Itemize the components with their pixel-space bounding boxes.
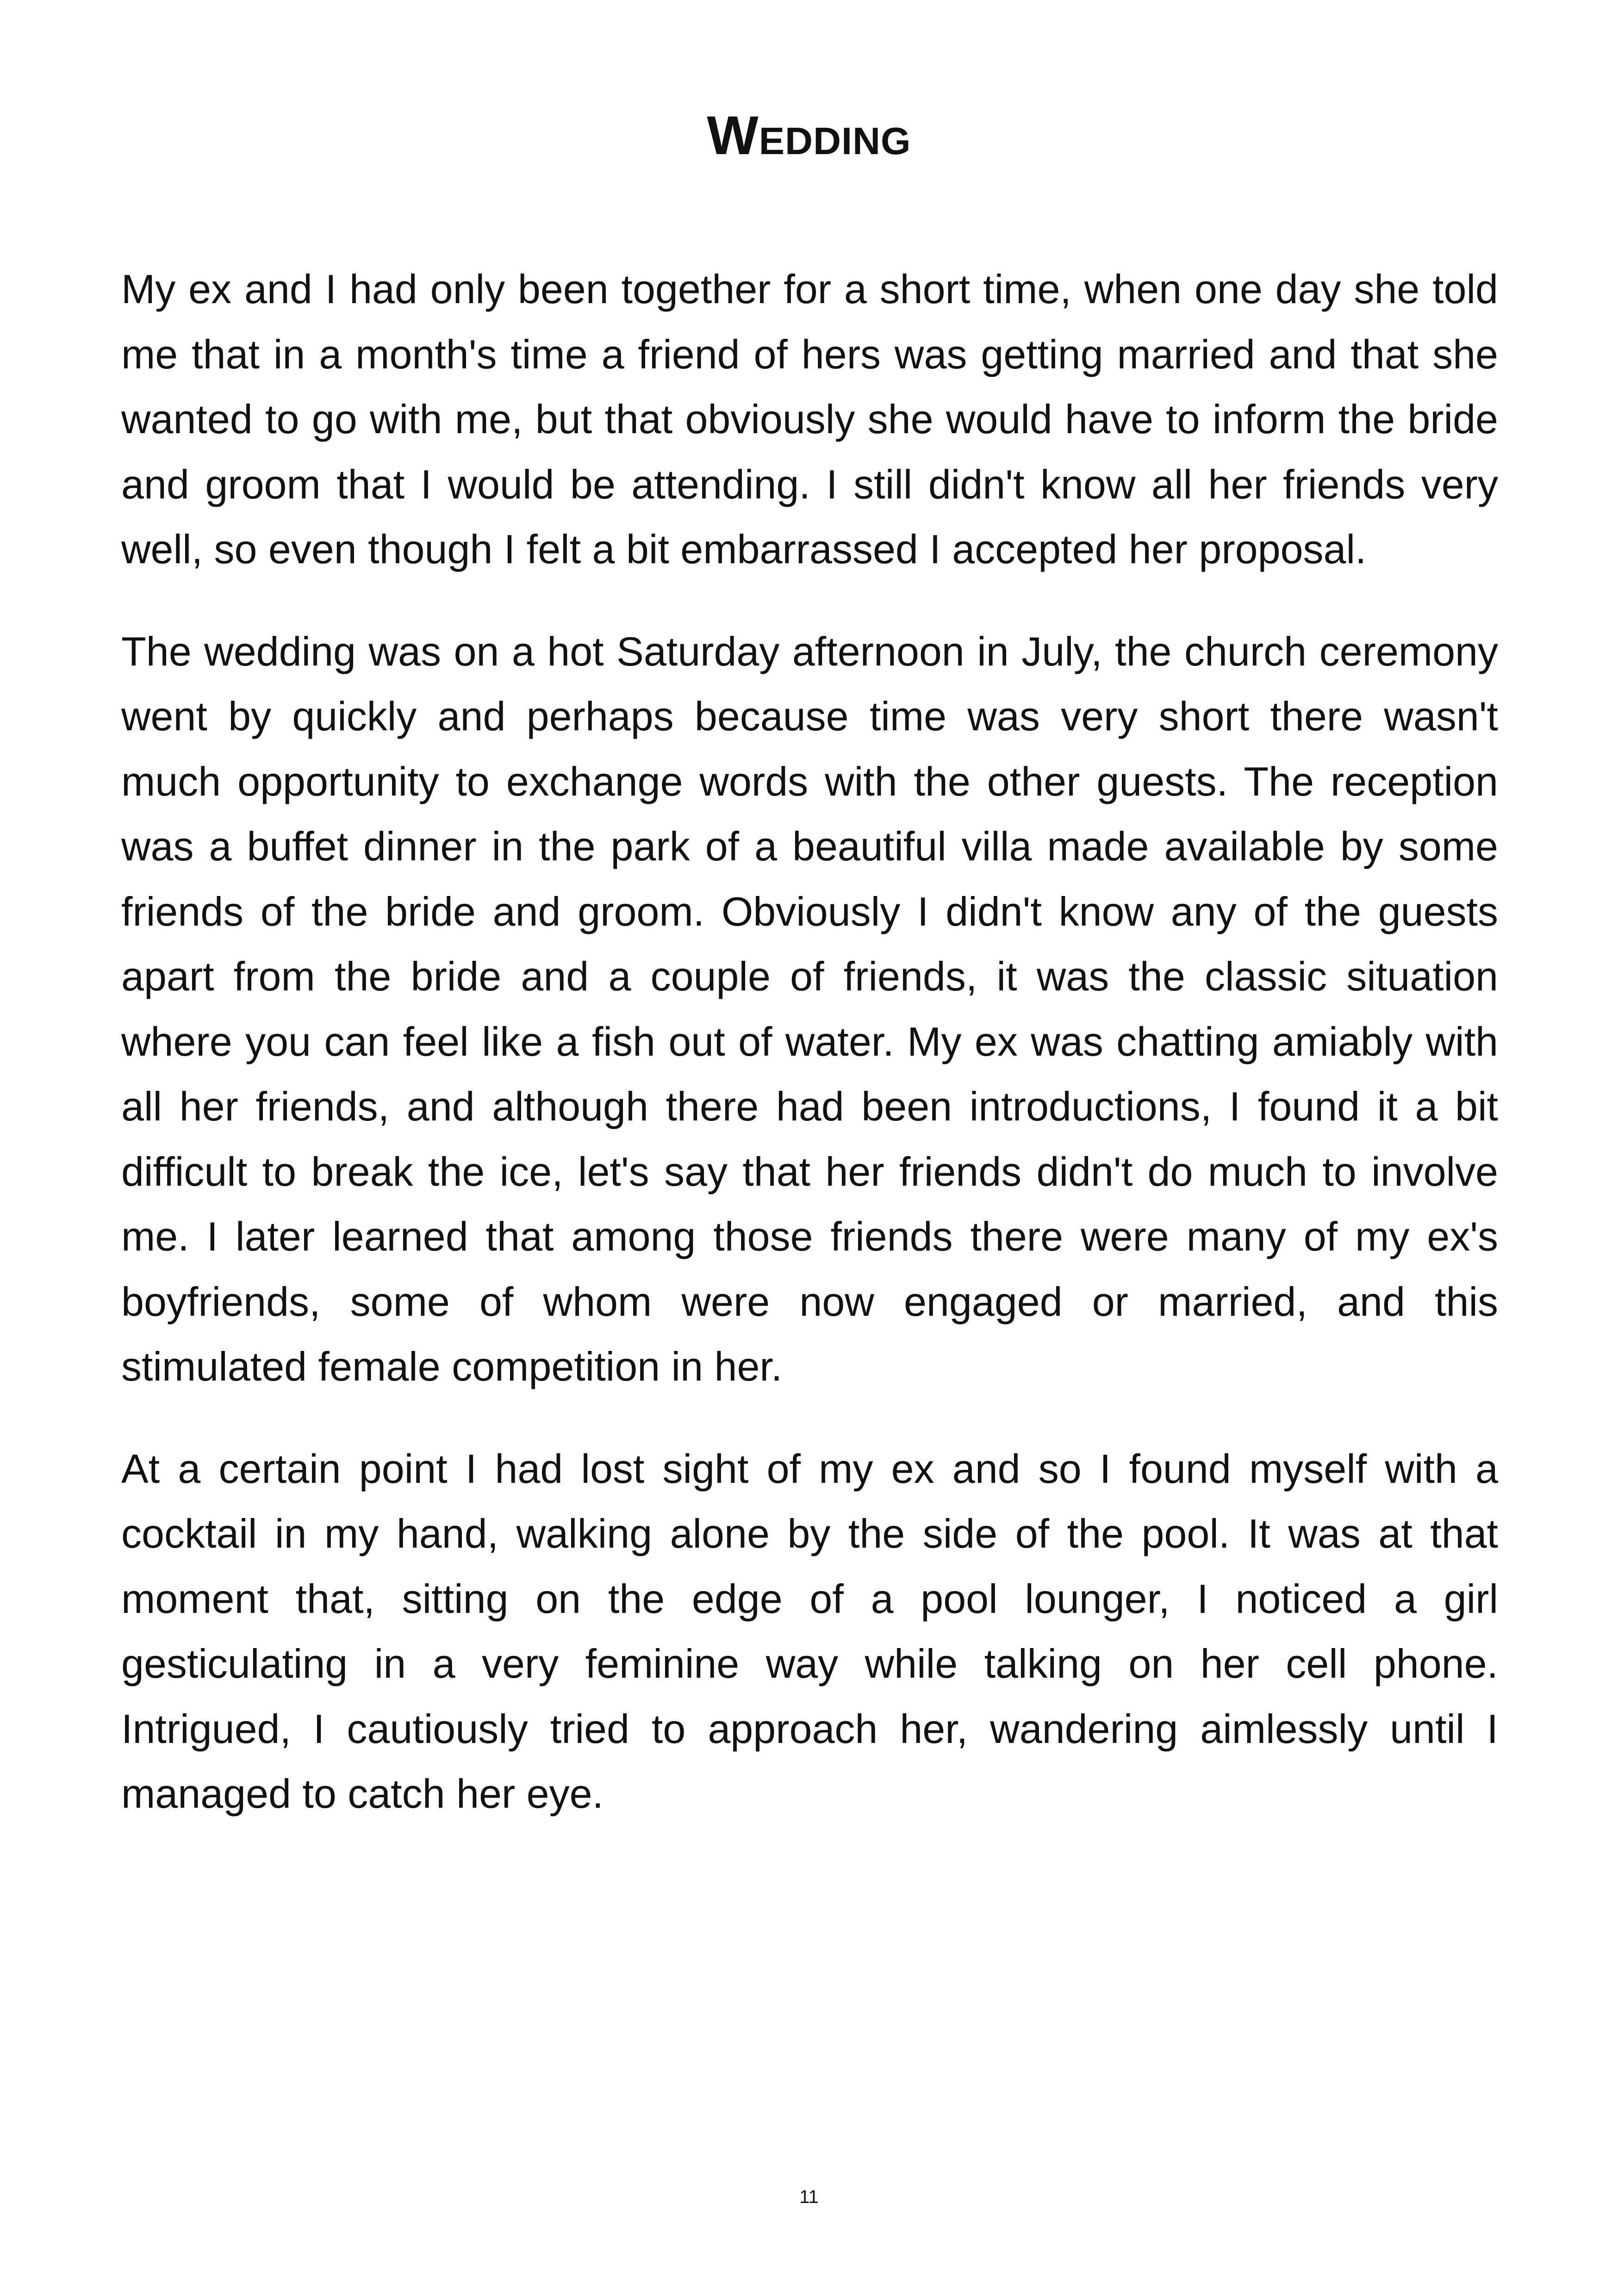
paragraph-3: At a certain point I had lost sight of my ex and so I found myself with a cocktail in my hand, walking alone by the side of the pool. It was at that moment that, sitting on the edge of a pool lounger, I noticed a girl gesticulating in a very feminine way while talking on her cell phone. Intrigued, I cautiously tried to approach her, wandering aimlessly until I managed to catch her eye. [121,1445,1498,1817]
body-text [121,257,1498,1864]
paragraph-1: My ex and I had only been together for a short time, when one day she told me that in a month's time a friend of hers was getting married and that she wanted to go with me, but that obviously she would have to inform the bride and groom that I would be attending. I still didn't know all her friends very well, so even though I felt a bit embarrassed I accepted her proposal. [121,266,1498,572]
paragraph-2: The wedding was on a hot Saturday afternoon in July, the church ceremony went by quickly and perhaps because time was very short there wasn't much opportunity to exchange words with the other guests. The reception was a buffet dinner in the park of a beautiful villa made available by some friends of the bride and groom. Obviously I didn't know any of the guests apart from the bride and a couple of friends, it was the classic situation where you can feel like a fish out of water. My ex was chatting amiably with all her friends, and although there had been introductions, I found it a bit difficult to break the ice, let's say that her friends didn't do much to involve me. I later learned that among those friends there were many of my ex's boyfriends, some of whom were now engaged or married, and this stimulated female competition in her. [121,628,1498,1389]
chapter-title: Wedding [707,105,911,166]
page-number: 11 [799,2187,819,2207]
